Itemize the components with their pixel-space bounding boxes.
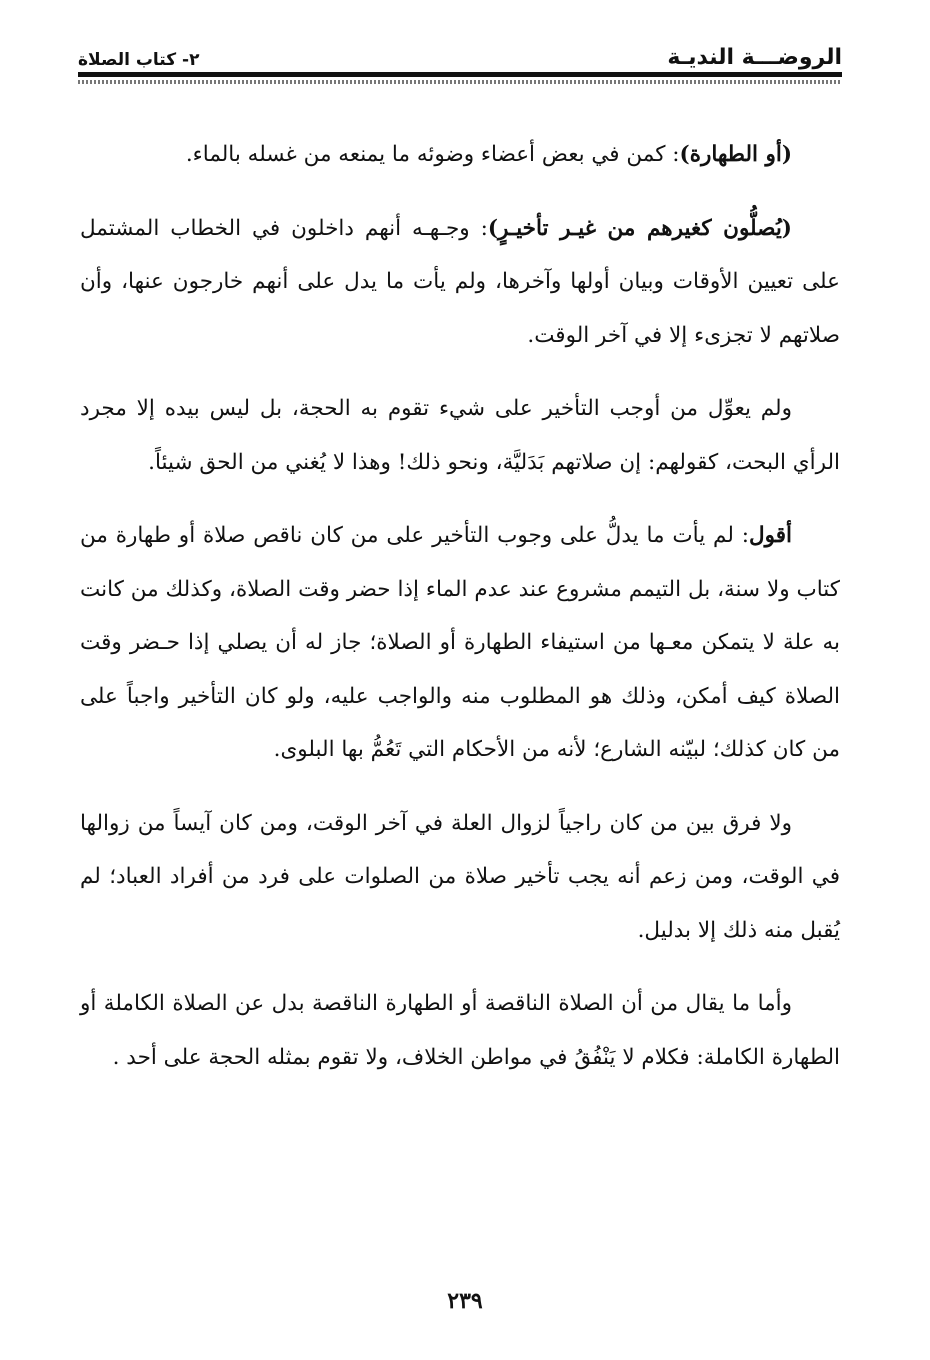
body-text [80,128,840,1104]
paragraph-lead: (أو الطهارة) [679,142,792,167]
paragraph-text: وأما ما يقال من أن الصلاة الناقصة أو الطهارة الناقصة بدل عن الصلاة الكاملة أو الطهارة الكاملة: فكلام لا يَنْفُقُ في مواطن الخلاف، ولا تقوم بمثله الحجة على أحد . [80,991,840,1070]
paragraph-lead: (يُصلُّون كغيرهم من غيـر تأخيـرٍ) [487,215,792,241]
paragraph-text: : وجـهـه أنهم داخلون في الخطاب المشتمل على تعيين الأوقات وبيان أولها وآخرها، ولم يأت ما يدل على أنهم خارجون عنها، وأن صلاتهم لا تجزىء إلا في آخر الوقت. [80,215,840,348]
paragraph [80,382,840,489]
header-rule-thick [78,72,842,77]
paragraph [80,128,840,182]
chapter-title: ٢- كتاب الصلاة [78,50,200,70]
paragraph [80,797,840,958]
paragraph [80,509,840,777]
paragraph-text: : كمن في بعض أعضاء وضوئه ما يمنعه من غسله بالماء. [185,142,680,167]
paragraph-text: ولا فرق بين من كان راجياً لزوال العلة في آخر الوقت، ومن كان آيساً من زوالها في الوقت، ومن زعم أنه يجب تأخير صلاة من الصلوات على فرد من أفراد العباد؛ لم يُقبل منه ذلك إلا بدليل. [80,810,840,943]
running-header [78,38,842,70]
paragraph [80,977,840,1084]
paragraph-lead: أقول [749,523,792,548]
paragraph-text: ولم يعوِّل من أوجب التأخير على شيء تقوم به الحجة، بل ليس بيده إلا مجرد الرأي البحت، كقولهم: إن صلاتهم بَدَليَّة، ونحو ذلك! وهذا لا يُغني من الحق شيئاً. [80,396,840,475]
page-number: ٢٣٩ [447,1288,483,1314]
paragraph [80,202,840,363]
header-rule-dotted [78,80,842,84]
book-title: الروضـــة النديـة [667,45,842,70]
paragraph-text: : لم يأت ما يدلُّ على وجوب التأخير على من كان ناقص صلاة أو طهارة من كتاب ولا سنة، بل التيمم مشروع عند عدم الماء إذا حضر وقت الصلاة، وكذلك من كانت به علة لا يتمكن معـها من استيفاء الطهارة أو الصلاة؛ جاز له أن يصلي إذا حـضر وقت الصلاة كيف أمكن، وذلك هو المطلوب منه والواجب عليه، ولو كان التأخير واجباً على من كان كذلك؛ لبيّنه الشارع؛ لأنه من الأحكام التي تَعُمُّ بها البلوى. [80,523,840,762]
